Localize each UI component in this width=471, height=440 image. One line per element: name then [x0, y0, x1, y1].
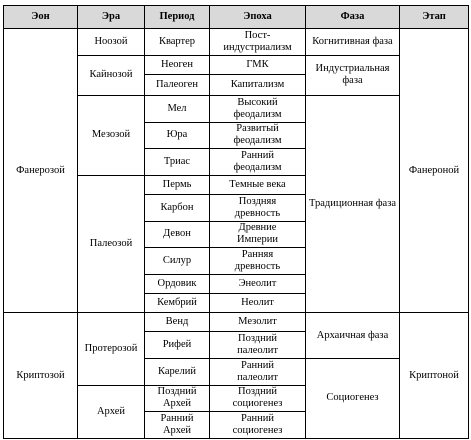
- period-cell-line: Юра: [166, 129, 188, 141]
- header-era: Эра: [78, 6, 145, 29]
- epoch-cell-line: Мезолит: [238, 316, 277, 328]
- epoch-cell-line: Ранний: [241, 359, 274, 371]
- period-cell: [145, 248, 210, 275]
- period-cell: [145, 294, 210, 313]
- epoch-cell: [210, 55, 306, 74]
- era-cenozoic: Кайнозой: [78, 55, 145, 95]
- period-cell: [145, 221, 210, 248]
- epoch-cell-line: Капитализм: [230, 78, 285, 90]
- period-cell-line: Кембрий: [157, 297, 197, 309]
- epoch-cell-line: Ранний: [241, 413, 274, 425]
- epoch-cell-line: палеолит: [237, 371, 278, 383]
- epoch-cell-line: Ранний: [241, 150, 274, 162]
- period-cell: [145, 149, 210, 176]
- epoch-cell: [210, 294, 306, 313]
- epoch-cell: [210, 74, 306, 95]
- period-cell-line: Силур: [162, 255, 192, 267]
- header-period: Период: [145, 6, 210, 29]
- period-cell: [145, 274, 210, 293]
- eon-cryptozoic: Криптозой: [4, 313, 78, 439]
- epoch-cell: [210, 313, 306, 332]
- epoch-cell-line: Высокий: [237, 96, 278, 108]
- epoch-cell-line: Пост-: [244, 29, 271, 41]
- epoch-cell: [210, 149, 306, 176]
- period-cell-line: Палеоген: [156, 78, 198, 90]
- epoch-cell-line: палеолит: [237, 345, 278, 357]
- epoch-cell-line: Развитый: [236, 123, 279, 135]
- phase-traditional: Традиционная фаза: [306, 96, 400, 313]
- phase-industrial: Индустриальная фаза: [306, 55, 400, 95]
- epoch-cell-line: Империи: [237, 234, 278, 246]
- period-cell-line: Триас: [163, 156, 191, 168]
- epoch-cell-line: Поздний: [238, 333, 277, 345]
- header-row: [4, 6, 469, 29]
- epoch-cell: [210, 248, 306, 275]
- period-cell-line: Карбон: [160, 201, 194, 213]
- era-archean: Архей: [78, 385, 145, 438]
- period-cell-line: Карелий: [158, 365, 196, 377]
- epoch-cell-line: Темные века: [229, 178, 286, 190]
- period-cell: [145, 122, 210, 149]
- period-cell: [145, 96, 210, 123]
- era-mesozoic: Мезозой: [78, 96, 145, 176]
- period-cell: [145, 55, 210, 74]
- epoch-cell-line: феодализм: [233, 135, 282, 147]
- epoch-cell: [210, 358, 306, 385]
- header-phase: Фаза: [306, 6, 400, 29]
- period-cell-line: Поздний: [157, 386, 197, 398]
- header-epoch: Эпоха: [210, 6, 306, 29]
- header-eon: Эон: [4, 6, 78, 29]
- table-row: [4, 313, 469, 332]
- period-cell: [145, 195, 210, 222]
- period-cell-line: Пермь: [162, 178, 192, 190]
- epoch-cell-line: Энеолит: [238, 277, 277, 289]
- epoch-cell: [210, 29, 306, 56]
- phase-cognitive: Когнитивная фаза: [306, 29, 400, 56]
- epoch-cell-line: Поздняя: [238, 195, 277, 207]
- epoch-cell-line: древность: [234, 207, 281, 219]
- epoch-cell: [210, 274, 306, 293]
- epoch-cell-line: социогенез: [232, 425, 283, 437]
- period-cell-line: Мел: [167, 102, 187, 114]
- period-cell-line: Рифей: [162, 339, 192, 351]
- epoch-cell: [210, 221, 306, 248]
- eon-phanerozoic: Фанерозой: [4, 29, 78, 313]
- epoch-cell-line: феодализм: [233, 108, 282, 120]
- epoch-cell: [210, 122, 306, 149]
- stage-cryptonoy: Криптоной: [400, 313, 469, 439]
- period-cell-line: Архей: [162, 398, 192, 410]
- epoch-cell: [210, 332, 306, 359]
- period-cell: [145, 29, 210, 56]
- epoch-cell-line: ГМК: [246, 58, 269, 70]
- geochronology-table: [3, 5, 469, 439]
- epoch-cell: [210, 175, 306, 194]
- header-stage: Этап: [400, 6, 469, 29]
- stage-phaneronoy: Фанероной: [400, 29, 469, 313]
- epoch-cell: [210, 96, 306, 123]
- table-row: [4, 29, 469, 56]
- epoch-cell-line: социогенез: [232, 398, 283, 410]
- period-cell: [145, 332, 210, 359]
- period-cell-line: Девон: [163, 228, 191, 240]
- epoch-cell: [210, 195, 306, 222]
- epoch-cell-line: Ранняя: [241, 249, 274, 261]
- epoch-cell-line: древность: [234, 261, 281, 273]
- epoch-cell-line: индустриализм: [223, 41, 292, 53]
- period-cell: [145, 74, 210, 95]
- epoch-cell: [210, 385, 306, 412]
- period-cell-line: Ордовик: [157, 277, 197, 289]
- period-cell-line: Неоген: [161, 58, 193, 70]
- epoch-cell: [210, 412, 306, 439]
- period-cell: [145, 412, 210, 439]
- period-cell-line: Квартер: [158, 35, 196, 47]
- epoch-cell-line: Древние: [238, 222, 277, 234]
- period-cell: [145, 313, 210, 332]
- epoch-cell-line: Поздний: [238, 386, 277, 398]
- period-cell: [145, 175, 210, 194]
- period-cell-line: Архей: [162, 425, 192, 437]
- period-cell-line: Венд: [165, 316, 189, 328]
- phase-archaic: Архаичная фаза: [306, 313, 400, 359]
- period-cell: [145, 385, 210, 412]
- phase-sociogenesis: Социогенез: [306, 358, 400, 438]
- epoch-cell-line: Неолит: [241, 297, 274, 309]
- period-cell-line: Ранний: [160, 413, 194, 425]
- era-noozoic: Ноозой: [78, 29, 145, 56]
- era-proterozoic: Протерозой: [78, 313, 145, 385]
- period-cell: [145, 358, 210, 385]
- era-paleozoic: Палеозой: [78, 175, 145, 312]
- epoch-cell-line: феодализм: [233, 162, 282, 174]
